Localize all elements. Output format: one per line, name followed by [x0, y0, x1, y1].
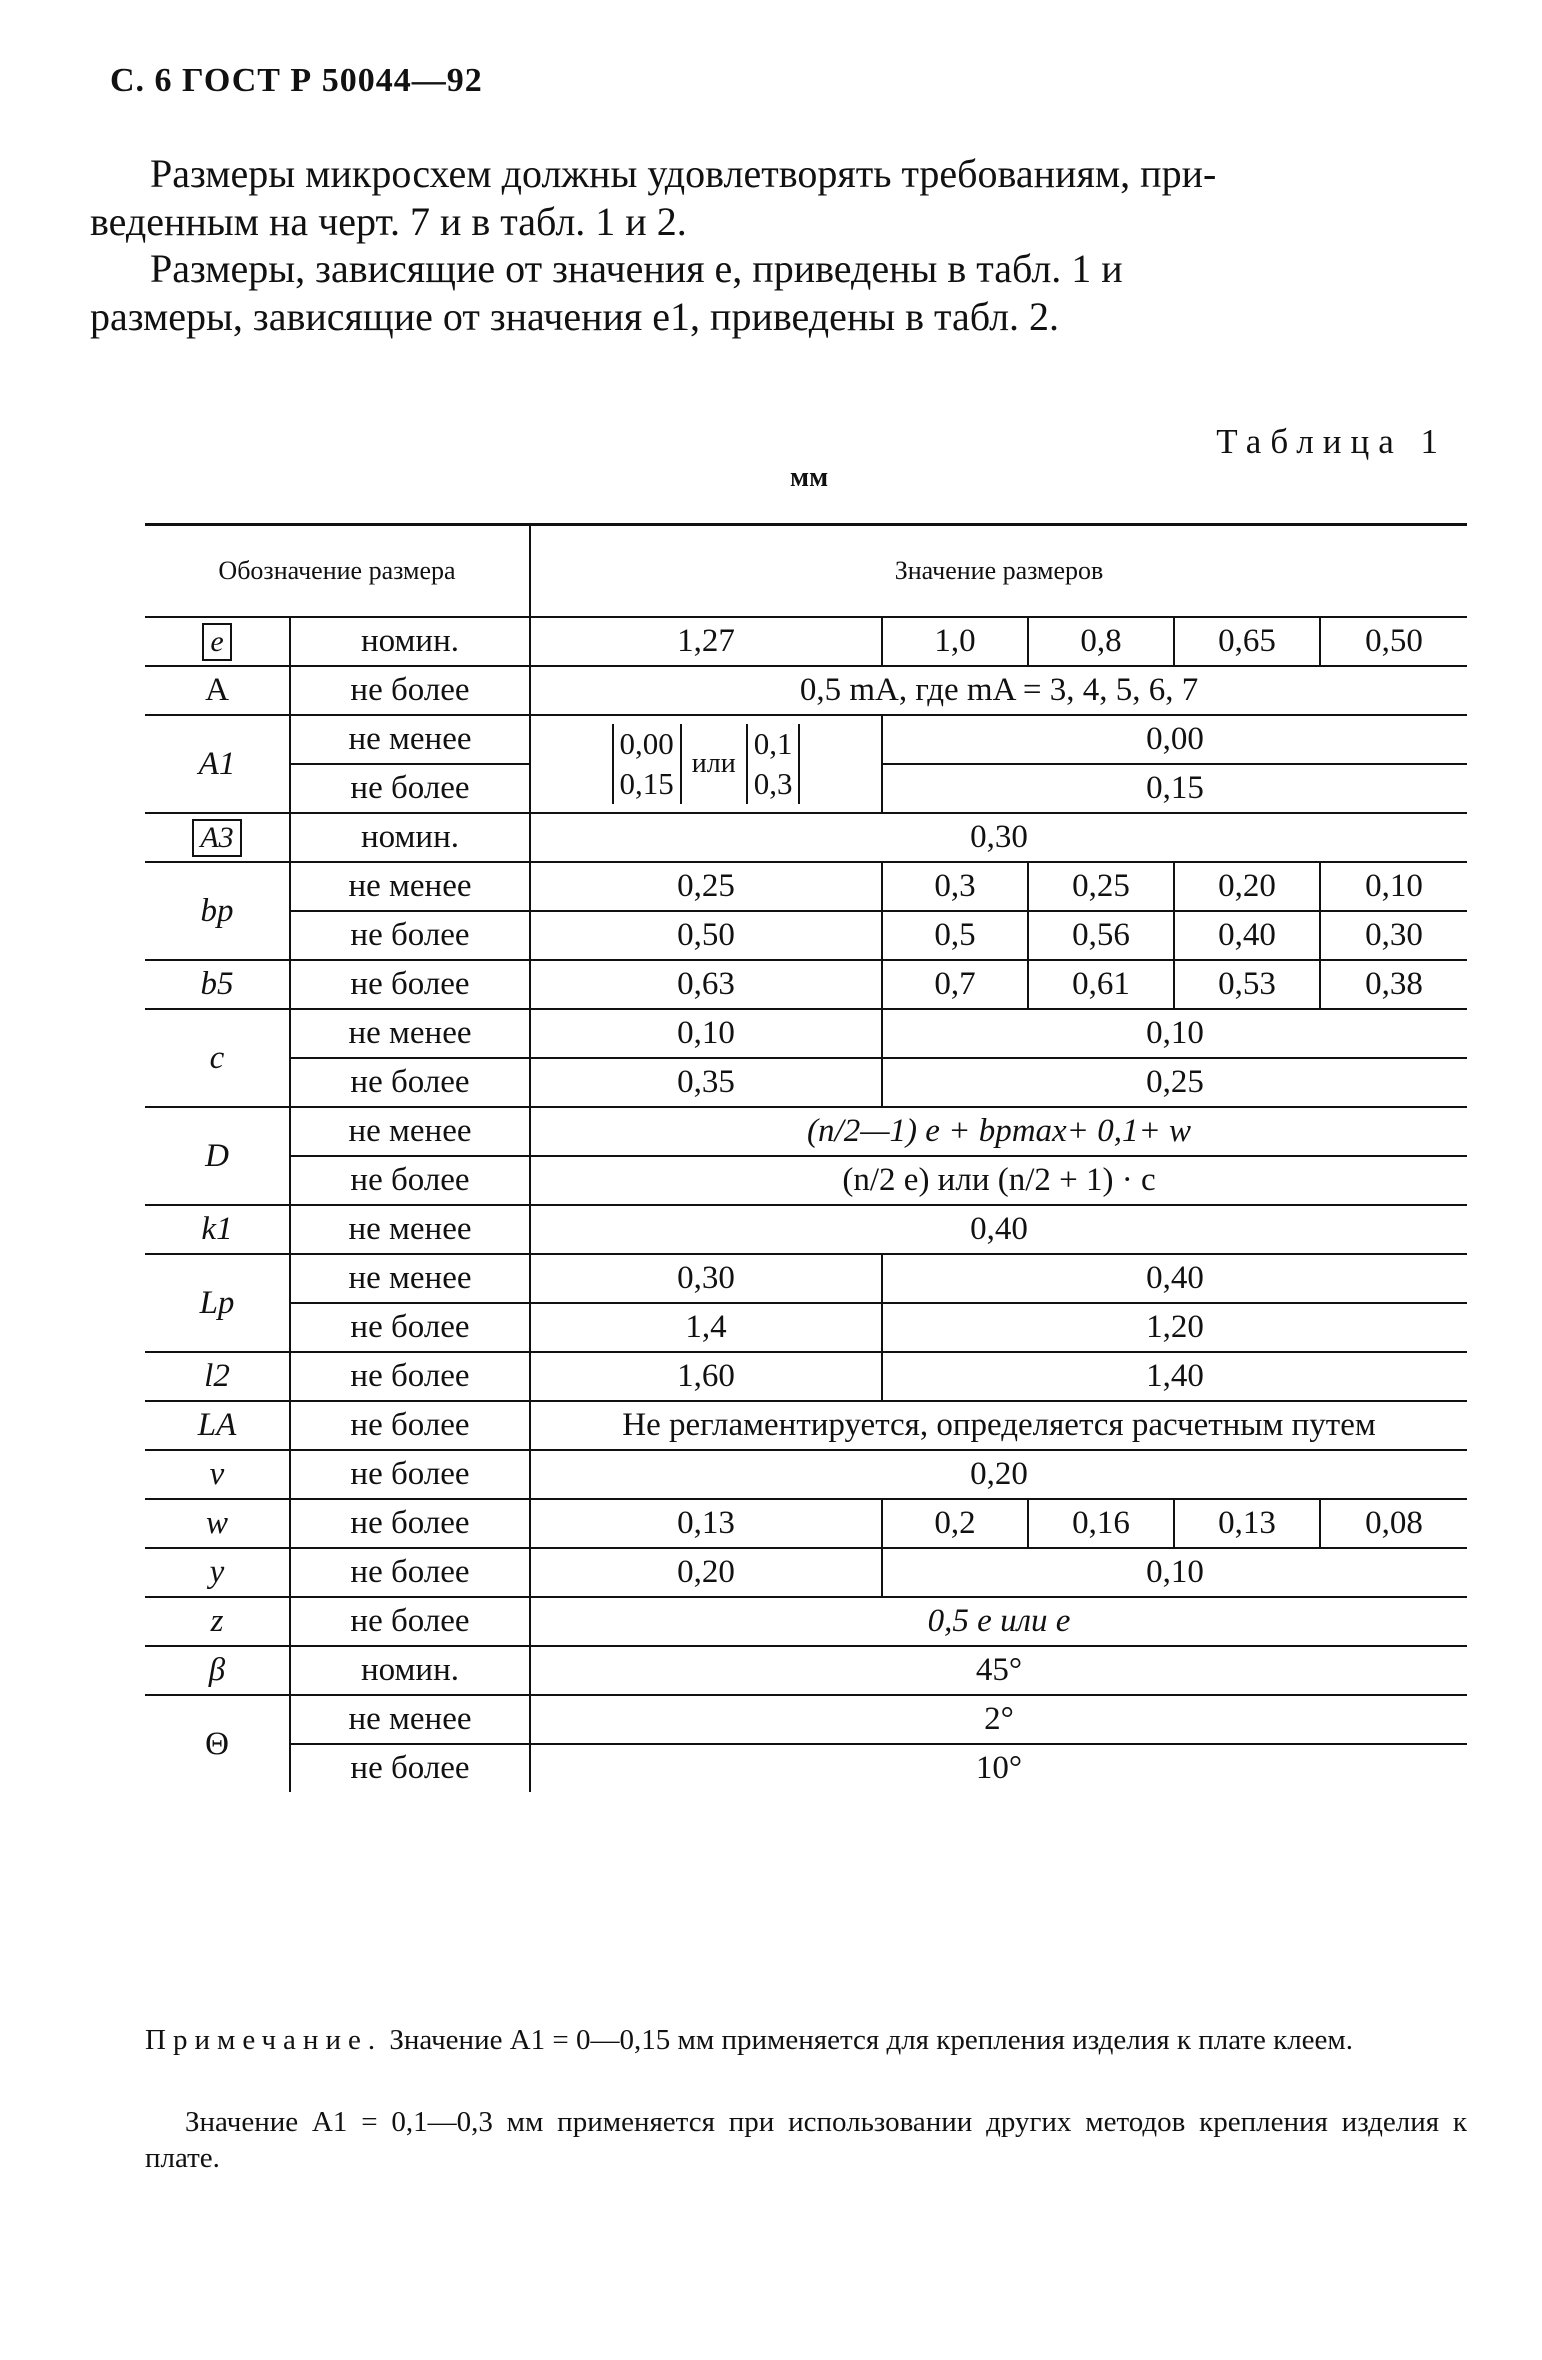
- symbol-a3: [145, 813, 290, 862]
- intro-p1-line2: веденным на черт. 7 и в табл. 1 и 2.: [90, 199, 687, 244]
- value-cell: 1,60: [530, 1352, 882, 1401]
- table-row-k1: [145, 1205, 1467, 1254]
- criterion: номин.: [290, 617, 530, 666]
- criterion: не менее: [290, 1009, 530, 1058]
- value-cell: 0,20: [1174, 862, 1320, 911]
- bracket-left: [612, 724, 682, 804]
- symbol: b5: [145, 960, 290, 1009]
- value-cell: 0,10: [530, 1009, 882, 1058]
- criterion: номин.: [290, 813, 530, 862]
- table-row-theta-max: [145, 1744, 1467, 1792]
- value-cell: 0,5 mA, где mA = 3, 4, 5, 6, 7: [530, 666, 1467, 715]
- criterion: не более: [290, 1548, 530, 1597]
- value-cell: 0,50: [1320, 617, 1467, 666]
- criterion: не более: [290, 1303, 530, 1352]
- value-cell: 0,08: [1320, 1499, 1467, 1548]
- criterion: не менее: [290, 715, 530, 764]
- symbol: bp: [145, 862, 290, 960]
- value-cell: 0,63: [530, 960, 882, 1009]
- table-row-d-min: [145, 1107, 1467, 1156]
- value-cell: 2°: [530, 1695, 1467, 1744]
- value-cell: 0,5 e или e: [530, 1597, 1467, 1646]
- symbol: Lp: [145, 1254, 290, 1352]
- table-row-beta: [145, 1646, 1467, 1695]
- symbol-e: [145, 617, 290, 666]
- symbol: v: [145, 1450, 290, 1499]
- value-cell: 0,5: [882, 911, 1028, 960]
- bracket-value: 0,15: [619, 766, 674, 801]
- intro-p1-line1: Размеры микросхем должны удовлетворять требованиям, при-: [150, 151, 1217, 196]
- value-cell: 0,56: [1028, 911, 1174, 960]
- table-row-lp-max: [145, 1303, 1467, 1352]
- table-title: Таблица 1: [1216, 422, 1447, 461]
- intro-paragraph-1: [90, 150, 1465, 246]
- bracket-value: 0,1: [753, 726, 793, 761]
- symbol: w: [145, 1499, 290, 1548]
- criterion: не более: [290, 1450, 530, 1499]
- value-cell: 0,20: [530, 1548, 882, 1597]
- value-cell: 0,40: [1174, 911, 1320, 960]
- symbol: z: [145, 1597, 290, 1646]
- symbol: l2: [145, 1352, 290, 1401]
- value-cell: 0,10: [882, 1548, 1467, 1597]
- note-text-1: Значение A1 = 0—0,15 мм применяется для крепления изделия к плате клеем.: [389, 2024, 1354, 2056]
- note-label: Примечание.: [145, 2024, 383, 2056]
- value-cell: 0,3: [882, 862, 1028, 911]
- header-designation: Обозначение размера: [145, 525, 530, 618]
- criterion: не более: [290, 1499, 530, 1548]
- value-cell: 0,15: [882, 764, 1467, 813]
- value-cell: 0,35: [530, 1058, 882, 1107]
- value-cell: 0,10: [882, 1009, 1467, 1058]
- criterion: не более: [290, 911, 530, 960]
- table-row-y: [145, 1548, 1467, 1597]
- value-cell: 0,30: [1320, 911, 1467, 960]
- value-cell: 0,7: [882, 960, 1028, 1009]
- value-cell: 0,25: [1028, 862, 1174, 911]
- table-row-a3: [145, 813, 1467, 862]
- note-paragraph-1: [145, 2022, 1467, 2058]
- symbol: y: [145, 1548, 290, 1597]
- intro-p2-line1: Размеры, зависящие от значения e, приведены в табл. 1 и: [150, 246, 1123, 291]
- bracket-or: или: [691, 748, 736, 779]
- value-cell: 0,10: [1320, 862, 1467, 911]
- value-cell: 0,00: [882, 715, 1467, 764]
- criterion: не менее: [290, 1107, 530, 1156]
- symbol: k1: [145, 1205, 290, 1254]
- table-row-theta-min: [145, 1695, 1467, 1744]
- bracket-right: [746, 724, 801, 804]
- symbol: β: [145, 1646, 290, 1695]
- criterion: не более: [290, 1597, 530, 1646]
- symbol: A1: [145, 715, 290, 813]
- value-cell: 1,27: [530, 617, 882, 666]
- table-row-w: [145, 1499, 1467, 1548]
- criterion: не более: [290, 764, 530, 813]
- table-row-bp-min: [145, 862, 1467, 911]
- value-cell: 1,4: [530, 1303, 882, 1352]
- symbol: A: [145, 666, 290, 715]
- table-row-la: [145, 1401, 1467, 1450]
- symbol: Θ: [145, 1695, 290, 1792]
- value-cell: 1,0: [882, 617, 1028, 666]
- page-header: С. 6 ГОСТ Р 50044—92: [110, 62, 483, 99]
- value-cell: 0,2: [882, 1499, 1028, 1548]
- criterion: не менее: [290, 862, 530, 911]
- boxed-symbol-e: e: [202, 623, 231, 661]
- table-row-c-max: [145, 1058, 1467, 1107]
- intro-p2-line2: размеры, зависящие от значения e1, приведены в табл. 2.: [90, 294, 1060, 339]
- table-row-c-min: [145, 1009, 1467, 1058]
- criterion: не более: [290, 1058, 530, 1107]
- value-cell: 0,50: [530, 911, 882, 960]
- header-values: Значение размеров: [530, 525, 1467, 618]
- value-cell: 45°: [530, 1646, 1467, 1695]
- value-cell: 0,40: [882, 1254, 1467, 1303]
- value-cell: 0,25: [530, 862, 882, 911]
- criterion: номин.: [290, 1646, 530, 1695]
- value-cell: 0,38: [1320, 960, 1467, 1009]
- value-cell: 0,53: [1174, 960, 1320, 1009]
- criterion: не менее: [290, 1205, 530, 1254]
- value-cell: 0,30: [530, 1254, 882, 1303]
- value-cell: 1,20: [882, 1303, 1467, 1352]
- table-row-b5: [145, 960, 1467, 1009]
- boxed-symbol-a3: A3: [192, 819, 241, 857]
- value-cell: 0,8: [1028, 617, 1174, 666]
- table-row-a: [145, 666, 1467, 715]
- symbol: c: [145, 1009, 290, 1107]
- criterion: не более: [290, 1156, 530, 1205]
- table-row-v: [145, 1450, 1467, 1499]
- table-header-row: [145, 525, 1467, 618]
- criterion: не более: [290, 960, 530, 1009]
- criterion: не менее: [290, 1695, 530, 1744]
- symbol: LA: [145, 1401, 290, 1450]
- table-row-d-max: [145, 1156, 1467, 1205]
- value-cell: 0,61: [1028, 960, 1174, 1009]
- dimensions-table: [145, 523, 1467, 1792]
- table-row-lp-min: [145, 1254, 1467, 1303]
- value-cell: 0,13: [1174, 1499, 1320, 1548]
- table-row-a1-min: [145, 715, 1467, 764]
- table-units: мм: [790, 462, 829, 493]
- criterion: не более: [290, 666, 530, 715]
- value-cell: Не регламентируется, определяется расчетным путем: [530, 1401, 1467, 1450]
- value-cell: 10°: [530, 1744, 1467, 1792]
- value-cell: 0,16: [1028, 1499, 1174, 1548]
- criterion: не более: [290, 1401, 530, 1450]
- value-cell: 0,40: [530, 1205, 1467, 1254]
- table-row-z: [145, 1597, 1467, 1646]
- formula-cell: (n/2 e) или (n/2 + 1) · c: [530, 1156, 1467, 1205]
- value-cell: 0,20: [530, 1450, 1467, 1499]
- value-cell: 0,65: [1174, 617, 1320, 666]
- note-text-2: Значение A1 = 0,1—0,3 мм применяется при использовании других методов крепления изделия к плате.: [145, 2106, 1467, 2174]
- table-row-e: [145, 617, 1467, 666]
- value-cell: 1,40: [882, 1352, 1467, 1401]
- criterion: не менее: [290, 1254, 530, 1303]
- table-row-l2: [145, 1352, 1467, 1401]
- bracket-values: [612, 724, 801, 804]
- value-cell: 0,30: [530, 813, 1467, 862]
- symbol: D: [145, 1107, 290, 1205]
- bracket-value: 0,00: [619, 726, 674, 761]
- value-cell: 0,25: [882, 1058, 1467, 1107]
- value-cell: 0,13: [530, 1499, 882, 1548]
- criterion: не более: [290, 1744, 530, 1792]
- criterion: не более: [290, 1352, 530, 1401]
- intro-paragraph-2: [90, 245, 1465, 341]
- bracket-cell: [530, 715, 882, 813]
- note-paragraph-2: [145, 2104, 1467, 2176]
- bracket-value: 0,3: [753, 766, 793, 801]
- formula-cell: (n/2—1) e + bpmax+ 0,1+ w: [530, 1107, 1467, 1156]
- table-row-bp-max: [145, 911, 1467, 960]
